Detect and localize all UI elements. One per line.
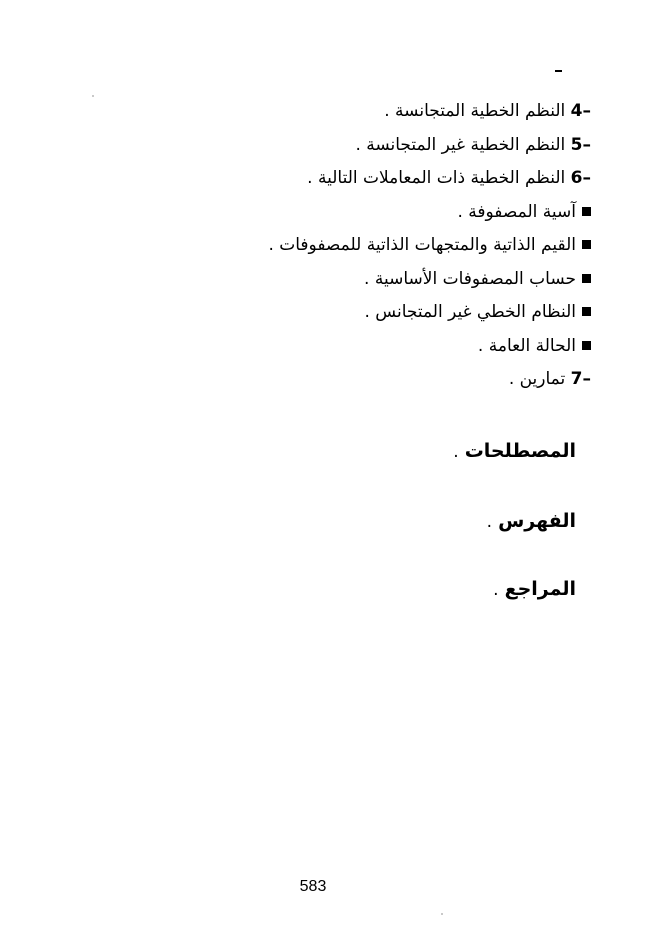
section-dot: . xyxy=(486,512,493,532)
section-dot: . xyxy=(493,580,499,600)
toc-text: النظم الخطية غير المتجانسة . xyxy=(355,134,566,155)
section-heading: المراجع xyxy=(504,578,576,600)
toc-text: النظم الخطية المتجانسة . xyxy=(384,101,566,121)
toc-number: 4– xyxy=(570,101,591,121)
section-glossary xyxy=(453,440,576,462)
toc-subitem-matrix-exponential xyxy=(171,196,591,230)
toc-subitem-general-case xyxy=(171,330,591,364)
section-heading: المصطلحات xyxy=(464,440,576,462)
top-mark xyxy=(555,70,562,72)
section-heading: الفهرس xyxy=(498,510,576,532)
square-bullet-icon xyxy=(582,307,591,316)
toc-subitem-eigenvalues xyxy=(171,229,591,263)
section-references xyxy=(493,578,576,600)
toc-subitem-fundamental-matrices xyxy=(171,263,591,297)
toc-text: الحالة العامة . xyxy=(477,335,576,356)
toc-item-7 xyxy=(171,363,591,397)
square-bullet-icon xyxy=(582,207,591,216)
toc-item-4 xyxy=(171,95,591,129)
scan-speck xyxy=(441,913,443,915)
toc-text: النظم الخطية ذات المعاملات التالية . xyxy=(307,168,566,188)
section-index xyxy=(487,510,576,532)
section-dot: . xyxy=(453,442,459,462)
square-bullet-icon xyxy=(582,341,591,350)
toc-text: النظام الخطي غير المتجانس . xyxy=(364,302,576,322)
toc-item-5 xyxy=(171,129,591,163)
scan-speck xyxy=(92,95,94,97)
toc-number: 6– xyxy=(570,168,591,188)
square-bullet-icon xyxy=(582,240,591,249)
table-of-contents xyxy=(171,95,591,397)
square-bullet-icon xyxy=(582,274,591,283)
toc-item-6 xyxy=(171,162,591,196)
page-number: 583 xyxy=(299,878,327,895)
toc-text: آسية المصفوفة . xyxy=(457,201,576,222)
toc-number: 7– xyxy=(570,369,591,389)
toc-number: 5– xyxy=(570,134,591,155)
toc-text: حساب المصفوفات الأساسية . xyxy=(364,268,576,289)
toc-text: القيم الذاتية والمتجهات الذاتية للمصفوفات . xyxy=(268,235,576,255)
toc-subitem-nonhomogeneous xyxy=(171,296,591,330)
toc-text: تمارين . xyxy=(508,369,566,389)
